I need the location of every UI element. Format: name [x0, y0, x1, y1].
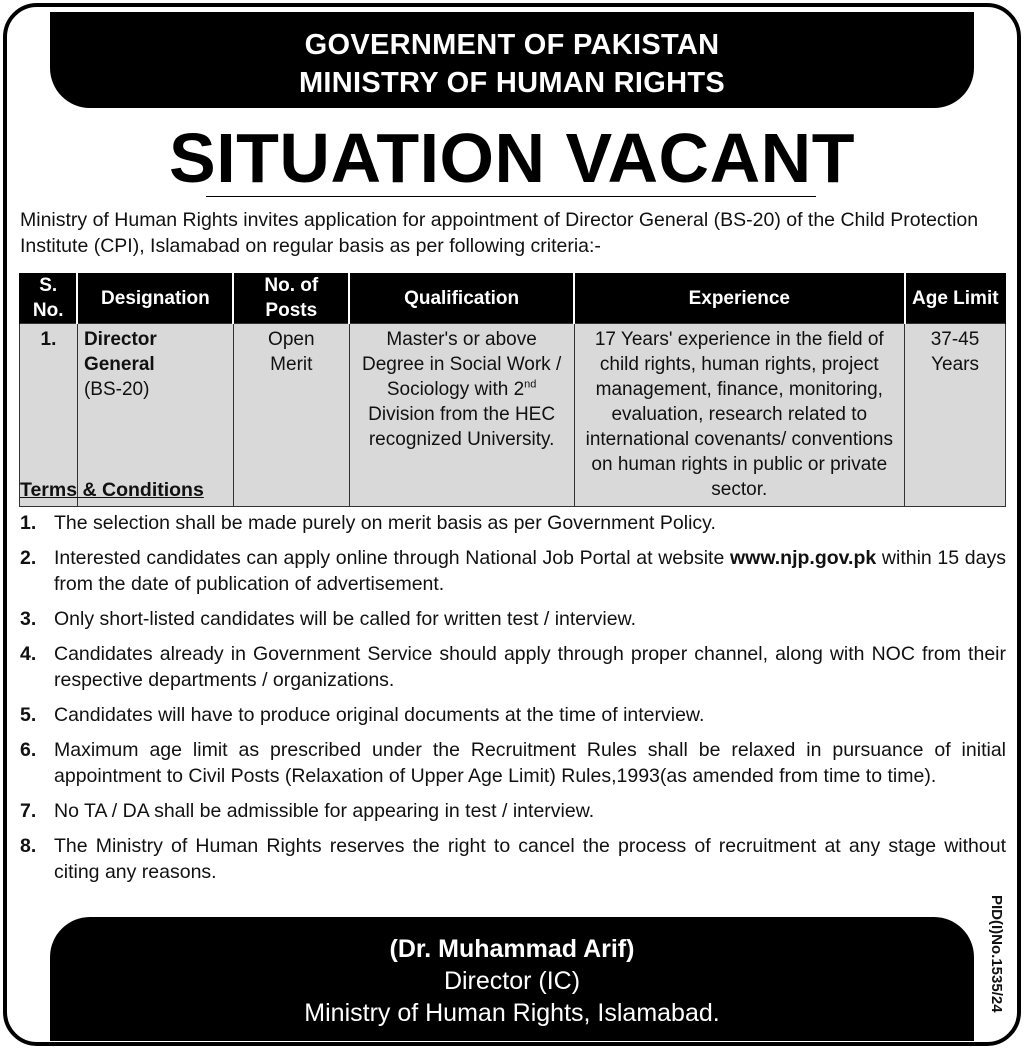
qualification-part-b: Division from the HEC recognized University. — [368, 404, 556, 450]
designation-value: Director General — [83, 329, 157, 375]
cell-qualification — [349, 324, 574, 507]
term-text: Candidates will have to produce original documents at the time of interview. — [54, 704, 705, 726]
title-underline — [206, 196, 816, 197]
grade-value: (BS-20) — [83, 379, 150, 400]
signatory-name: (Dr. Muhammad Arif) — [389, 935, 635, 963]
term-number: 5. — [20, 704, 37, 726]
signatory-title: Director (IC) — [443, 967, 581, 995]
posts-line2: Merit — [270, 354, 313, 375]
qualification-superscript: nd — [524, 378, 537, 391]
posts-line1: Open — [268, 329, 315, 350]
header-qualification: Qualification — [349, 273, 574, 324]
term-text: No TA / DA shall be admissible for appearing in test / interview. — [54, 800, 595, 822]
term-number: 8. — [20, 835, 37, 857]
term-text-part-a: Interested candidates can apply online through National Job Portal at website — [54, 547, 730, 569]
term-text: Maximum age limit as prescribed under the Recruitment Rules shall be relaxed in pursuance of initial appointment to Civil Posts (Relaxation of Upper Age Limit) Rules,1993(as amended from time to time). — [54, 739, 1006, 787]
header-age-limit: Age Limit — [905, 273, 1006, 324]
term-number: 4. — [20, 643, 37, 665]
list-item — [20, 798, 1006, 824]
term-number: 7. — [20, 800, 37, 822]
signatory-office: Ministry of Human Rights, Islamabad. — [304, 999, 720, 1027]
term-number: 2. — [20, 547, 37, 569]
terms-heading: Terms & Conditions — [20, 479, 204, 501]
age-line2: Years — [931, 354, 979, 375]
list-item — [20, 641, 1006, 693]
term-text: Candidates already in Government Service should apply through proper channel, along with NOC from their respective departments / organizations. — [54, 643, 1006, 691]
term-number: 6. — [20, 739, 37, 761]
term-text — [54, 545, 1006, 597]
list-item — [20, 702, 1006, 728]
sno-value: 1. — [40, 329, 57, 350]
term-number: 3. — [20, 608, 37, 630]
terms-list — [20, 510, 1006, 894]
page-title: SITUATION VACANT — [169, 119, 855, 197]
list-item — [20, 737, 1006, 789]
list-item — [20, 833, 1006, 885]
cell-posts — [233, 324, 349, 507]
header-designation: Designation — [77, 273, 233, 324]
term-text: The Ministry of Human Rights reserves the right to cancel the process of recruitment at any stage without citing any reasons. — [54, 835, 1006, 883]
header-government: GOVERNMENT OF PAKISTAN — [304, 29, 720, 61]
table-header-row — [20, 273, 1006, 324]
list-item — [20, 606, 1006, 632]
term-text-part-b: within 15 days from the date of publication of advertisement. — [54, 547, 1006, 595]
qualification-part-a: Master's or above Degree in Social Work / Sociology with 2 — [362, 329, 562, 400]
header-posts: No. of Posts — [233, 273, 349, 324]
age-line1: 37-45 — [930, 329, 980, 350]
term-text: Only short-listed candidates will be called for written test / interview. — [54, 608, 637, 630]
list-item — [20, 545, 1006, 597]
term-text: The selection shall be made purely on merit basis as per Government Policy. — [54, 512, 716, 534]
header-banner — [50, 12, 974, 108]
cell-age-limit — [905, 324, 1006, 507]
experience-value: 17 Years' experience in the field of child rights, human rights, project management, finance, monitoring, evaluation, research related to international covenants/ conventions on human rights in public or private sector. — [585, 329, 893, 500]
website-link[interactable]: www.njp.gov.pk — [729, 547, 877, 569]
cell-experience — [574, 324, 905, 507]
footer-banner — [50, 917, 974, 1041]
publication-id: PID(I)No.1535/24 — [988, 895, 1005, 1013]
header-experience: Experience — [574, 273, 905, 324]
vacancy-table — [19, 273, 1006, 507]
list-item — [20, 510, 1006, 536]
intro-paragraph: Ministry of Human Rights invites application for appointment of Director General (BS-20) of the Child Protection Institute (CPI), Islamabad on regular basis as per following criteria:- — [20, 209, 979, 257]
header-sno: S. No. — [20, 273, 78, 324]
term-number: 1. — [20, 512, 37, 534]
header-ministry: MINISTRY OF HUMAN RIGHTS — [298, 67, 726, 99]
